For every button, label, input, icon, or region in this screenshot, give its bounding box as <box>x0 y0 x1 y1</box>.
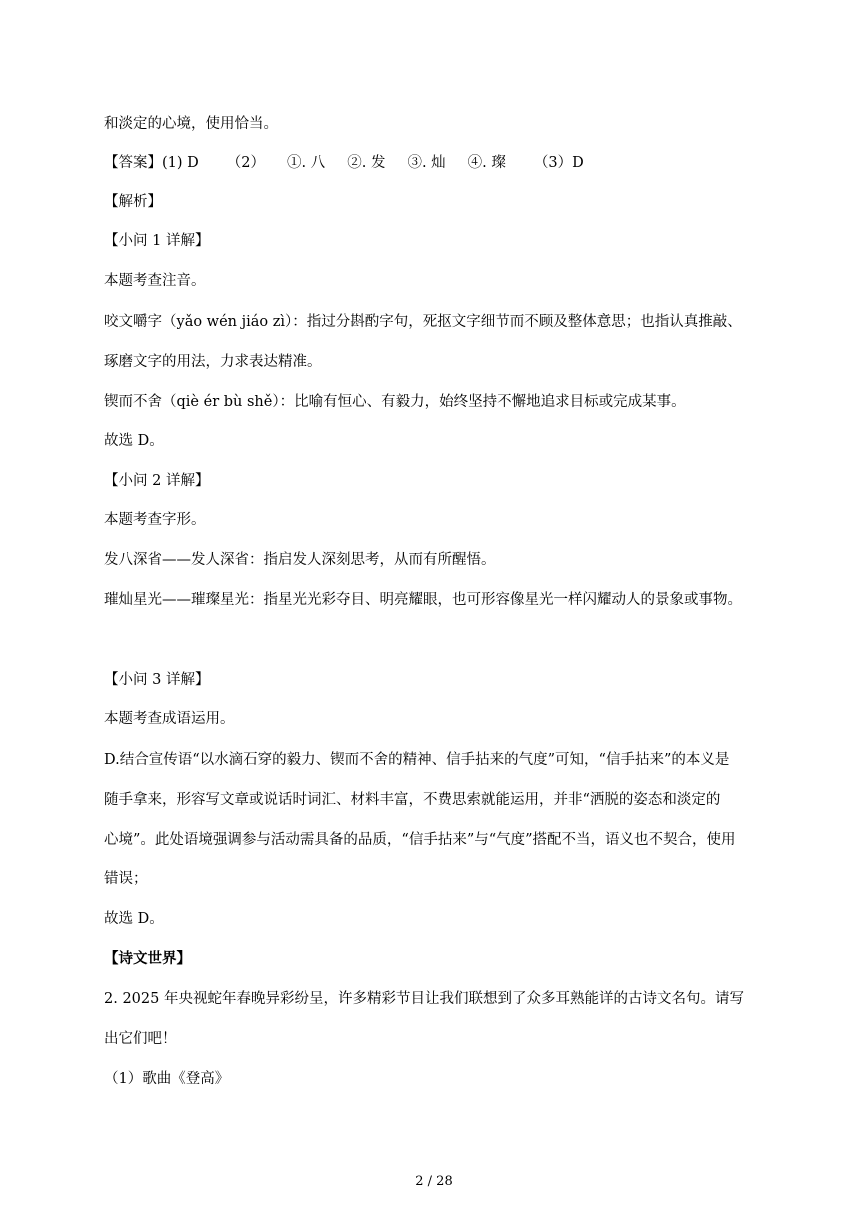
text-line: 本题考查注音。 <box>104 273 206 289</box>
answer-q3: （3）D <box>533 155 584 171</box>
answer-item: ④. 璨 <box>467 155 506 171</box>
answer-line <box>104 153 584 173</box>
answer-q2: （2） <box>226 155 266 171</box>
text-line: D.结合宣传语“以水滴石穿的毅力、锲而不舍的精神、信手拈来的气度”可知，“信手拈来”的本义是 <box>104 752 730 768</box>
text-line: 错误； <box>104 871 148 887</box>
section-heading: 【解析】 <box>104 194 162 210</box>
answer-item: ③. 灿 <box>407 155 446 171</box>
section-heading-bold: 【诗文世界】 <box>104 950 191 967</box>
text-line: 故选 D。 <box>104 911 164 927</box>
page-number: 2 / 28 <box>415 1174 453 1189</box>
text-line: 发八深省——发人深省：指启发人深刻思考，从而有所醒悟。 <box>104 552 496 568</box>
text-line: 本题考查字形。 <box>104 512 206 528</box>
question-line: 出它们吧！ <box>104 1031 177 1047</box>
subsection-heading: 【小问 3 详解】 <box>104 672 210 688</box>
subsection-heading: 【小问 2 详解】 <box>104 473 210 489</box>
question-line: （1）歌曲《登高》 <box>104 1071 230 1087</box>
text-line: 心境”。此处语境强调参与活动需具备的品质，“信手拈来”与“气度”搭配不当，语义也不契合，使用 <box>104 832 736 848</box>
text-line: 咬文嚼字（yǎo wén jiáo zì）：指过分斟酌字句，死抠文字细节而不顾及整体意思；也指认真推敲、 <box>104 314 742 330</box>
text-line: 随手拿来，形容写文章或说话时词汇、材料丰富，不费思索就能运用，并非“洒脱的姿态和淡定的 <box>104 792 721 808</box>
text-line: 和淡定的心境，使用恰当。 <box>104 116 278 132</box>
text-line: 故选 D。 <box>104 433 164 449</box>
subsection-heading: 【小问 1 详解】 <box>104 233 210 249</box>
answer-item: ②. 发 <box>347 155 386 171</box>
answer-item: ①. 八 <box>287 155 326 171</box>
text-line: 琢磨文字的用法，力求表达精准。 <box>104 354 322 370</box>
text-line: 锲而不舍（qiè ér bù shě）：比喻有恒心、有毅力，始终坚持不懈地追求目标或完成某事。 <box>104 394 686 410</box>
answer-prefix: 【答案】(1) D <box>104 155 199 171</box>
question-line: 2. 2025 年央视蛇年春晚异彩纷呈，许多精彩节目让我们联想到了众多耳熟能详的古诗文名句。请写 <box>104 991 744 1007</box>
text-line: 本题考查成语运用。 <box>104 711 235 727</box>
text-line: 璀灿星光——璀璨星光：指星光光彩夺目、明亮耀眼，也可形容像星光一样闪耀动人的景象或事物。 <box>104 592 742 608</box>
